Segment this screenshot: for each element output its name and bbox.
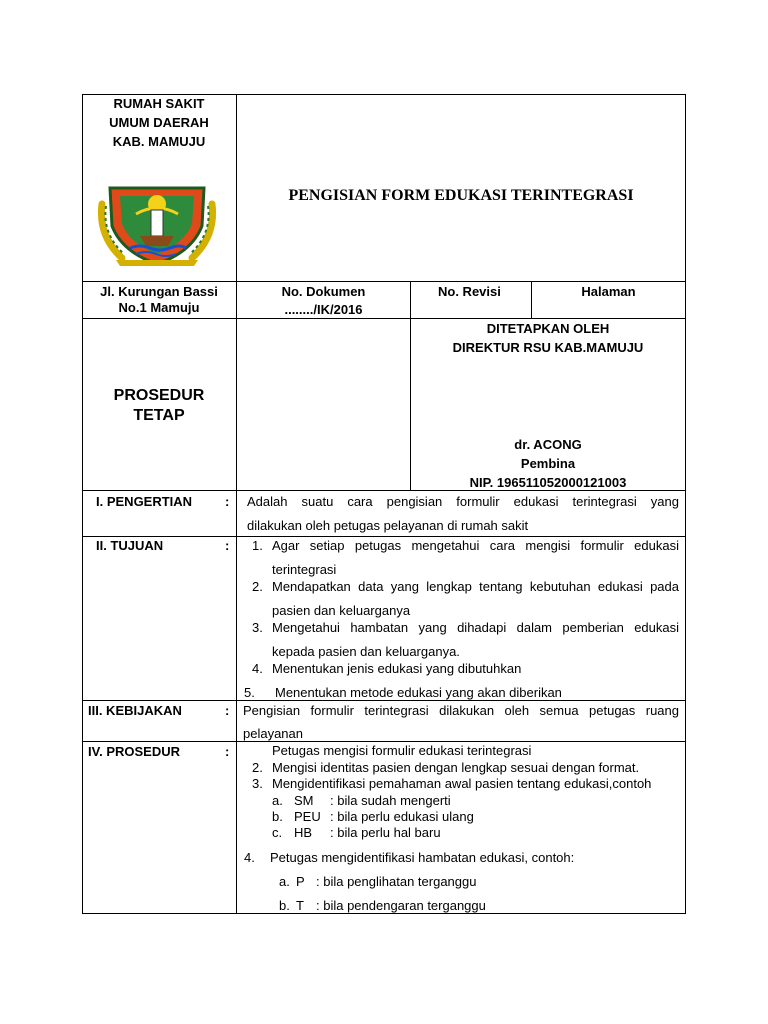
- table-rule-approval: [82, 490, 686, 491]
- pengertian-line-2: dilakukan oleh petugas pelayanan di rumah sakit: [247, 518, 529, 533]
- tujuan-item-5-line-1: Menentukan metode edukasi yang akan diberikan: [275, 685, 562, 700]
- prosedur-step-4: Petugas mengidentifikasi hambatan edukasi, contoh:: [270, 850, 575, 865]
- revision-label: No. Revisi: [438, 284, 501, 299]
- table-rule-header: [82, 281, 686, 282]
- table-rule-info: [82, 318, 686, 319]
- tujuan-item-4-line-1: Menentukan jenis edukasi yang dibutuhkan: [272, 661, 522, 676]
- section-tujuan-colon: :: [225, 538, 230, 553]
- table-border-bottom: [82, 913, 686, 914]
- signer-name: dr. ACONG: [514, 437, 582, 452]
- signer-rank: Pembina: [520, 456, 576, 471]
- table-rule-pengertian: [82, 536, 686, 537]
- prosedur-step-3-number: 3.: [252, 776, 263, 791]
- table-border-left: [82, 94, 83, 914]
- institution-line-1: RUMAH SAKIT: [113, 96, 205, 111]
- section-kebijakan-label: III. KEBIJAKAN: [88, 703, 182, 718]
- doc-number-label: No. Dokumen: [281, 284, 366, 299]
- prosedur-step-4-number: 4.: [244, 850, 255, 865]
- institution-line-2: UMUM DAERAH: [109, 115, 209, 130]
- table-border-right: [685, 94, 686, 914]
- step3-sub-c-desc: : bila perlu hal baru: [330, 825, 441, 840]
- tujuan-item-5-number: 5.: [244, 685, 255, 700]
- tujuan-item-3-line-2: kepada pasien dan keluarganya.: [272, 644, 460, 659]
- tujuan-item-3-line-1: Mengetahui hambatan yang dihadapi dalam pemberian edukasi: [272, 620, 679, 635]
- set-by-line-1: DITETAPKAN OLEH: [486, 321, 610, 336]
- step4-sub-b-desc: : bila pendengaran terganggu: [316, 898, 486, 913]
- tujuan-item-1-line-1: Agar setiap petugas mengetahui cara mengisi formulir edukasi: [272, 538, 679, 553]
- tujuan-item-2-number: 2.: [252, 579, 263, 594]
- step3-sub-b-desc: : bila perlu edukasi ulang: [330, 809, 474, 824]
- prosedur-step-3: Mengidentifikasi pemahaman awal pasien tentang edukasi,contoh: [272, 776, 652, 791]
- step3-sub-a-code: SM: [294, 793, 314, 808]
- step3-sub-c-code: HB: [294, 825, 313, 840]
- table-border-top: [82, 94, 686, 95]
- document-title: PENGISIAN FORM EDUKASI TERINTEGRASI: [288, 187, 634, 204]
- table-col-divider: [236, 94, 237, 914]
- section-pengertian-label: I. PENGERTIAN: [96, 494, 193, 509]
- step3-sub-a-desc: : bila sudah mengerti: [330, 793, 451, 808]
- kabupaten-mamuju-emblem-icon: [96, 174, 218, 268]
- section-prosedur-label: IV. PROSEDUR: [88, 744, 180, 759]
- tujuan-item-4-number: 4.: [252, 661, 263, 676]
- step3-sub-a-letter: a.: [272, 793, 283, 808]
- section-prosedur-colon: :: [225, 744, 230, 759]
- table-rule-kebijakan: [82, 741, 686, 742]
- tujuan-item-2-line-1: Mendapatkan data yang lengkap tentang kebutuhan edukasi pada: [272, 579, 679, 594]
- kebijakan-line-1: Pengisian formulir terintegrasi dilakukan oleh semua petugas ruang: [243, 703, 679, 718]
- step4-sub-a-code: P: [296, 874, 305, 889]
- tujuan-item-3-number: 3.: [252, 620, 263, 635]
- section-kebijakan-colon: :: [225, 703, 230, 718]
- step3-sub-b-letter: b.: [272, 809, 283, 824]
- step3-sub-b-code: PEU: [294, 809, 321, 824]
- pengertian-line-1: Adalah suatu cara pengisian formulir edukasi terintegrasi yang: [247, 494, 679, 509]
- prosedur-step-1: Petugas mengisi formulir edukasi terintegrasi: [272, 743, 532, 758]
- step4-sub-a-desc: : bila penglihatan terganggu: [316, 874, 477, 889]
- institution-line-3: KAB. MAMUJU: [112, 134, 206, 149]
- tujuan-item-2-line-2: pasien dan keluarganya: [272, 603, 411, 618]
- prosedur-step-2-number: 2.: [252, 760, 263, 775]
- address-line-1: Jl. Kurungan Bassi: [100, 284, 218, 299]
- set-by-line-2: DIREKTUR RSU KAB.MAMUJU: [452, 340, 644, 355]
- page-label: Halaman: [581, 284, 636, 299]
- tujuan-item-1-number: 1.: [252, 538, 263, 553]
- signer-nip: NIP. 196511052000121003: [469, 475, 627, 490]
- step4-sub-b-code: T: [296, 898, 304, 913]
- table-rule-tujuan: [82, 700, 686, 701]
- section-pengertian-colon: :: [225, 494, 230, 509]
- section-tujuan-label: II. TUJUAN: [96, 538, 164, 553]
- address-line-2: No.1 Mamuju: [118, 300, 200, 315]
- kebijakan-line-2: pelayanan: [243, 726, 303, 741]
- step4-sub-a-letter: a.: [279, 874, 290, 889]
- doc-number-value: ......../IK/2016: [284, 302, 363, 317]
- procedure-title-line-1: PROSEDUR: [113, 387, 205, 404]
- procedure-title-line-2: TETAP: [133, 407, 185, 424]
- step4-sub-b-letter: b.: [279, 898, 290, 913]
- tujuan-item-1-line-2: terintegrasi: [272, 562, 337, 577]
- step3-sub-c-letter: c.: [272, 825, 283, 840]
- prosedur-step-2: Mengisi identitas pasien dengan lengkap sesuai dengan format.: [272, 760, 640, 775]
